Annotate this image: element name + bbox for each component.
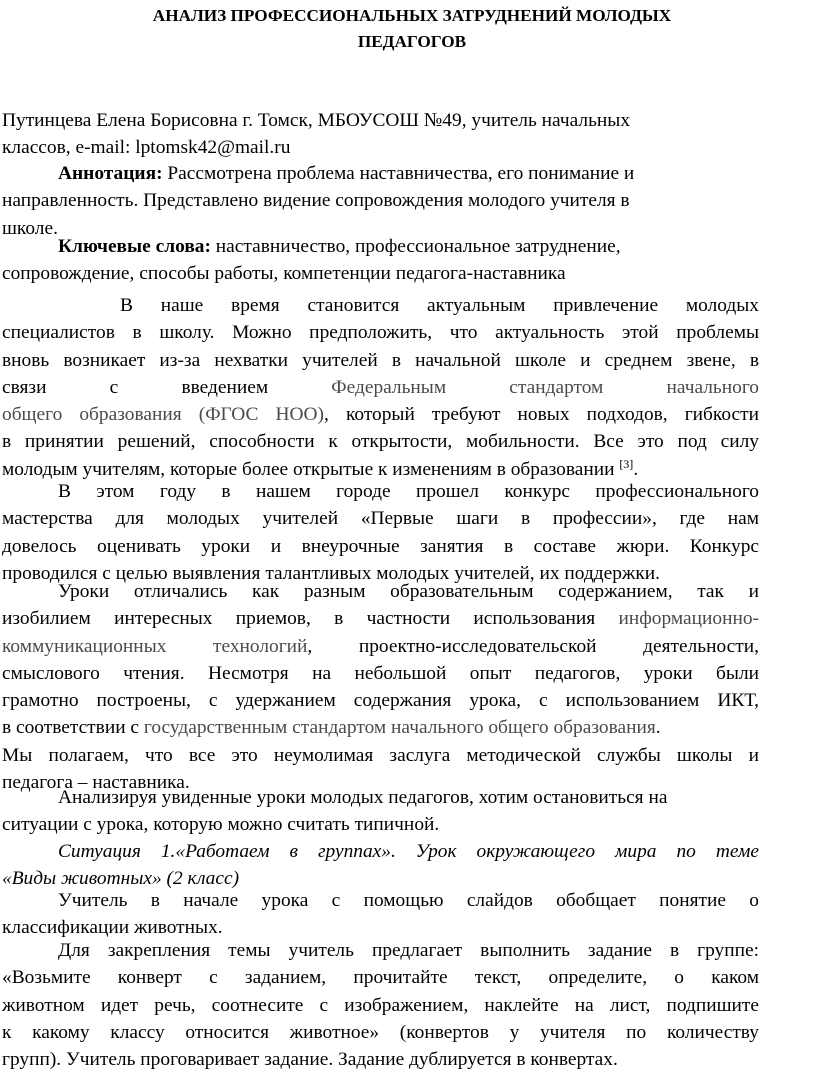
title-line: ПЕДАГОГОВ [357,32,467,51]
keywords-label: Ключевые слова: [58,236,211,257]
keywords-text: сопровождение, способы работы, компетенции педагога-наставника [2,263,566,285]
paragraph-line: ситуации с урока, которую можно считать типичной. [2,814,440,836]
paragraph-line: связи с введением Федеральным стандартом начального [2,376,760,398]
paragraph-line: специалистов в школу. Можно предположить, что актуальность этой проблемы [2,322,759,344]
paragraph-line: «Возьмите конверт с заданием, прочитайте текст, определите, о каком [2,967,759,989]
paragraph-line: к какому классу относится животное» (конвертов у учителя по количеству [2,1021,759,1043]
paragraph-line: проводился с целью выявления талантливых молодых учителей, их поддержки. [2,562,660,584]
author-info [2,107,759,162]
paragraph-line: Для закрепления темы учитель предлагает выполнить задание в группе: [58,940,759,961]
paragraph-line: вновь возникает из-за нехватки учителей в начальной школе и среднем звене, в [2,349,759,371]
paragraph-line: В наше время становится актуальным привлечение молодых [120,295,759,316]
paragraph-line: педагога – наставника. [2,772,190,794]
situation-line: «Виды животных» (2 класс) [2,868,240,890]
paragraph-line: Учитель в начале урока с помощью слайдов обобщает понятие о [58,890,759,911]
paragraph-line: смыслового чтения. Несмотря на небольшой опыт педагогов, уроки были [2,662,759,684]
paragraph-line: мастерства для молодых учителей «Первые шаги в профессии», где нам [2,508,759,530]
paragraph-1 [2,292,759,483]
paragraph-line: групп). Учитель проговаривает задание. Задание дублируется в конвертах. [2,1049,618,1071]
paragraph-line: В этом году в нашем городе прошел конкурс профессионального [58,481,759,502]
author-line: Путинцева Елена Борисовна г. Томск, МБОУСОШ №49, учитель начальных [2,110,631,131]
paragraph-line: классификации животных. [2,917,223,939]
fgos-reference: Федеральным стандартом начального [331,376,760,398]
paragraph-4 [2,784,759,839]
paragraph-6 [2,937,759,1073]
annotation-label: Аннотация: [58,163,163,184]
paragraph-line: Уроки отличались как разным образовательным содержанием, так и [58,581,759,602]
citation-ref: [3] [619,456,634,471]
annotation [2,160,759,242]
paragraph-line: довелось оценивать уроки и внеурочные занятия в составе жюри. Конкурс [2,535,759,557]
paragraph-2 [2,478,759,587]
paragraph-3 [2,578,759,796]
paragraph-line: молодым учителям, которые более открытые к изменениям в образовании [3]. [2,456,639,480]
paragraph-line: общего образования (ФГОС НОО), который требуют новых подходов, гибкости [2,404,759,426]
document-title [60,3,764,55]
annotation-text: направленность. Представлено видение сопровождения молодого учителя в [2,190,630,212]
author-line: классов, e-mail: lptomsk42@mail.ru [2,137,291,159]
paragraph-line: Анализируя увиденные уроки молодых педагогов, хотим остановиться на [58,787,668,808]
paragraph-line: Мы полагаем, что все это неумолимая заслуга методической службы школы и [2,744,759,766]
keywords-text: наставничество, профессиональное затруднение, [210,236,621,257]
paragraph-line: коммуникационных технологий, проектно-исследовательской деятельности, [2,635,759,657]
paragraph-line: в соответствии с государственным стандартом начального общего образования. [2,717,661,739]
keywords [2,233,759,288]
title-line: АНАЛИЗ ПРОФЕССИОНАЛЬНЫХ ЗАТРУДНЕНИЙ МОЛОДЫХ [152,6,672,25]
paragraph-line: в принятии решений, способности к открытости, мобильности. Все это под силу [2,431,759,453]
annotation-text: Рассмотрена проблема наставничества, его понимание и [162,163,635,184]
paragraph-5 [2,887,759,942]
paragraph-line: животном идет речь, соотнесите с изображением, наклейте на лист, подпишите [2,994,759,1016]
paragraph-line: грамотно построены, с удержанием содержания урока, с использованием ИКТ, [2,690,759,712]
paragraph-line: изобилием интересных приемов, в частности использования информационно- [2,608,759,630]
situation-line: Ситуация 1.«Работаем в группах». Урок окружающего мира по теме [58,841,759,862]
annotation-text: школе. [2,217,58,239]
situation-heading [2,838,759,893]
